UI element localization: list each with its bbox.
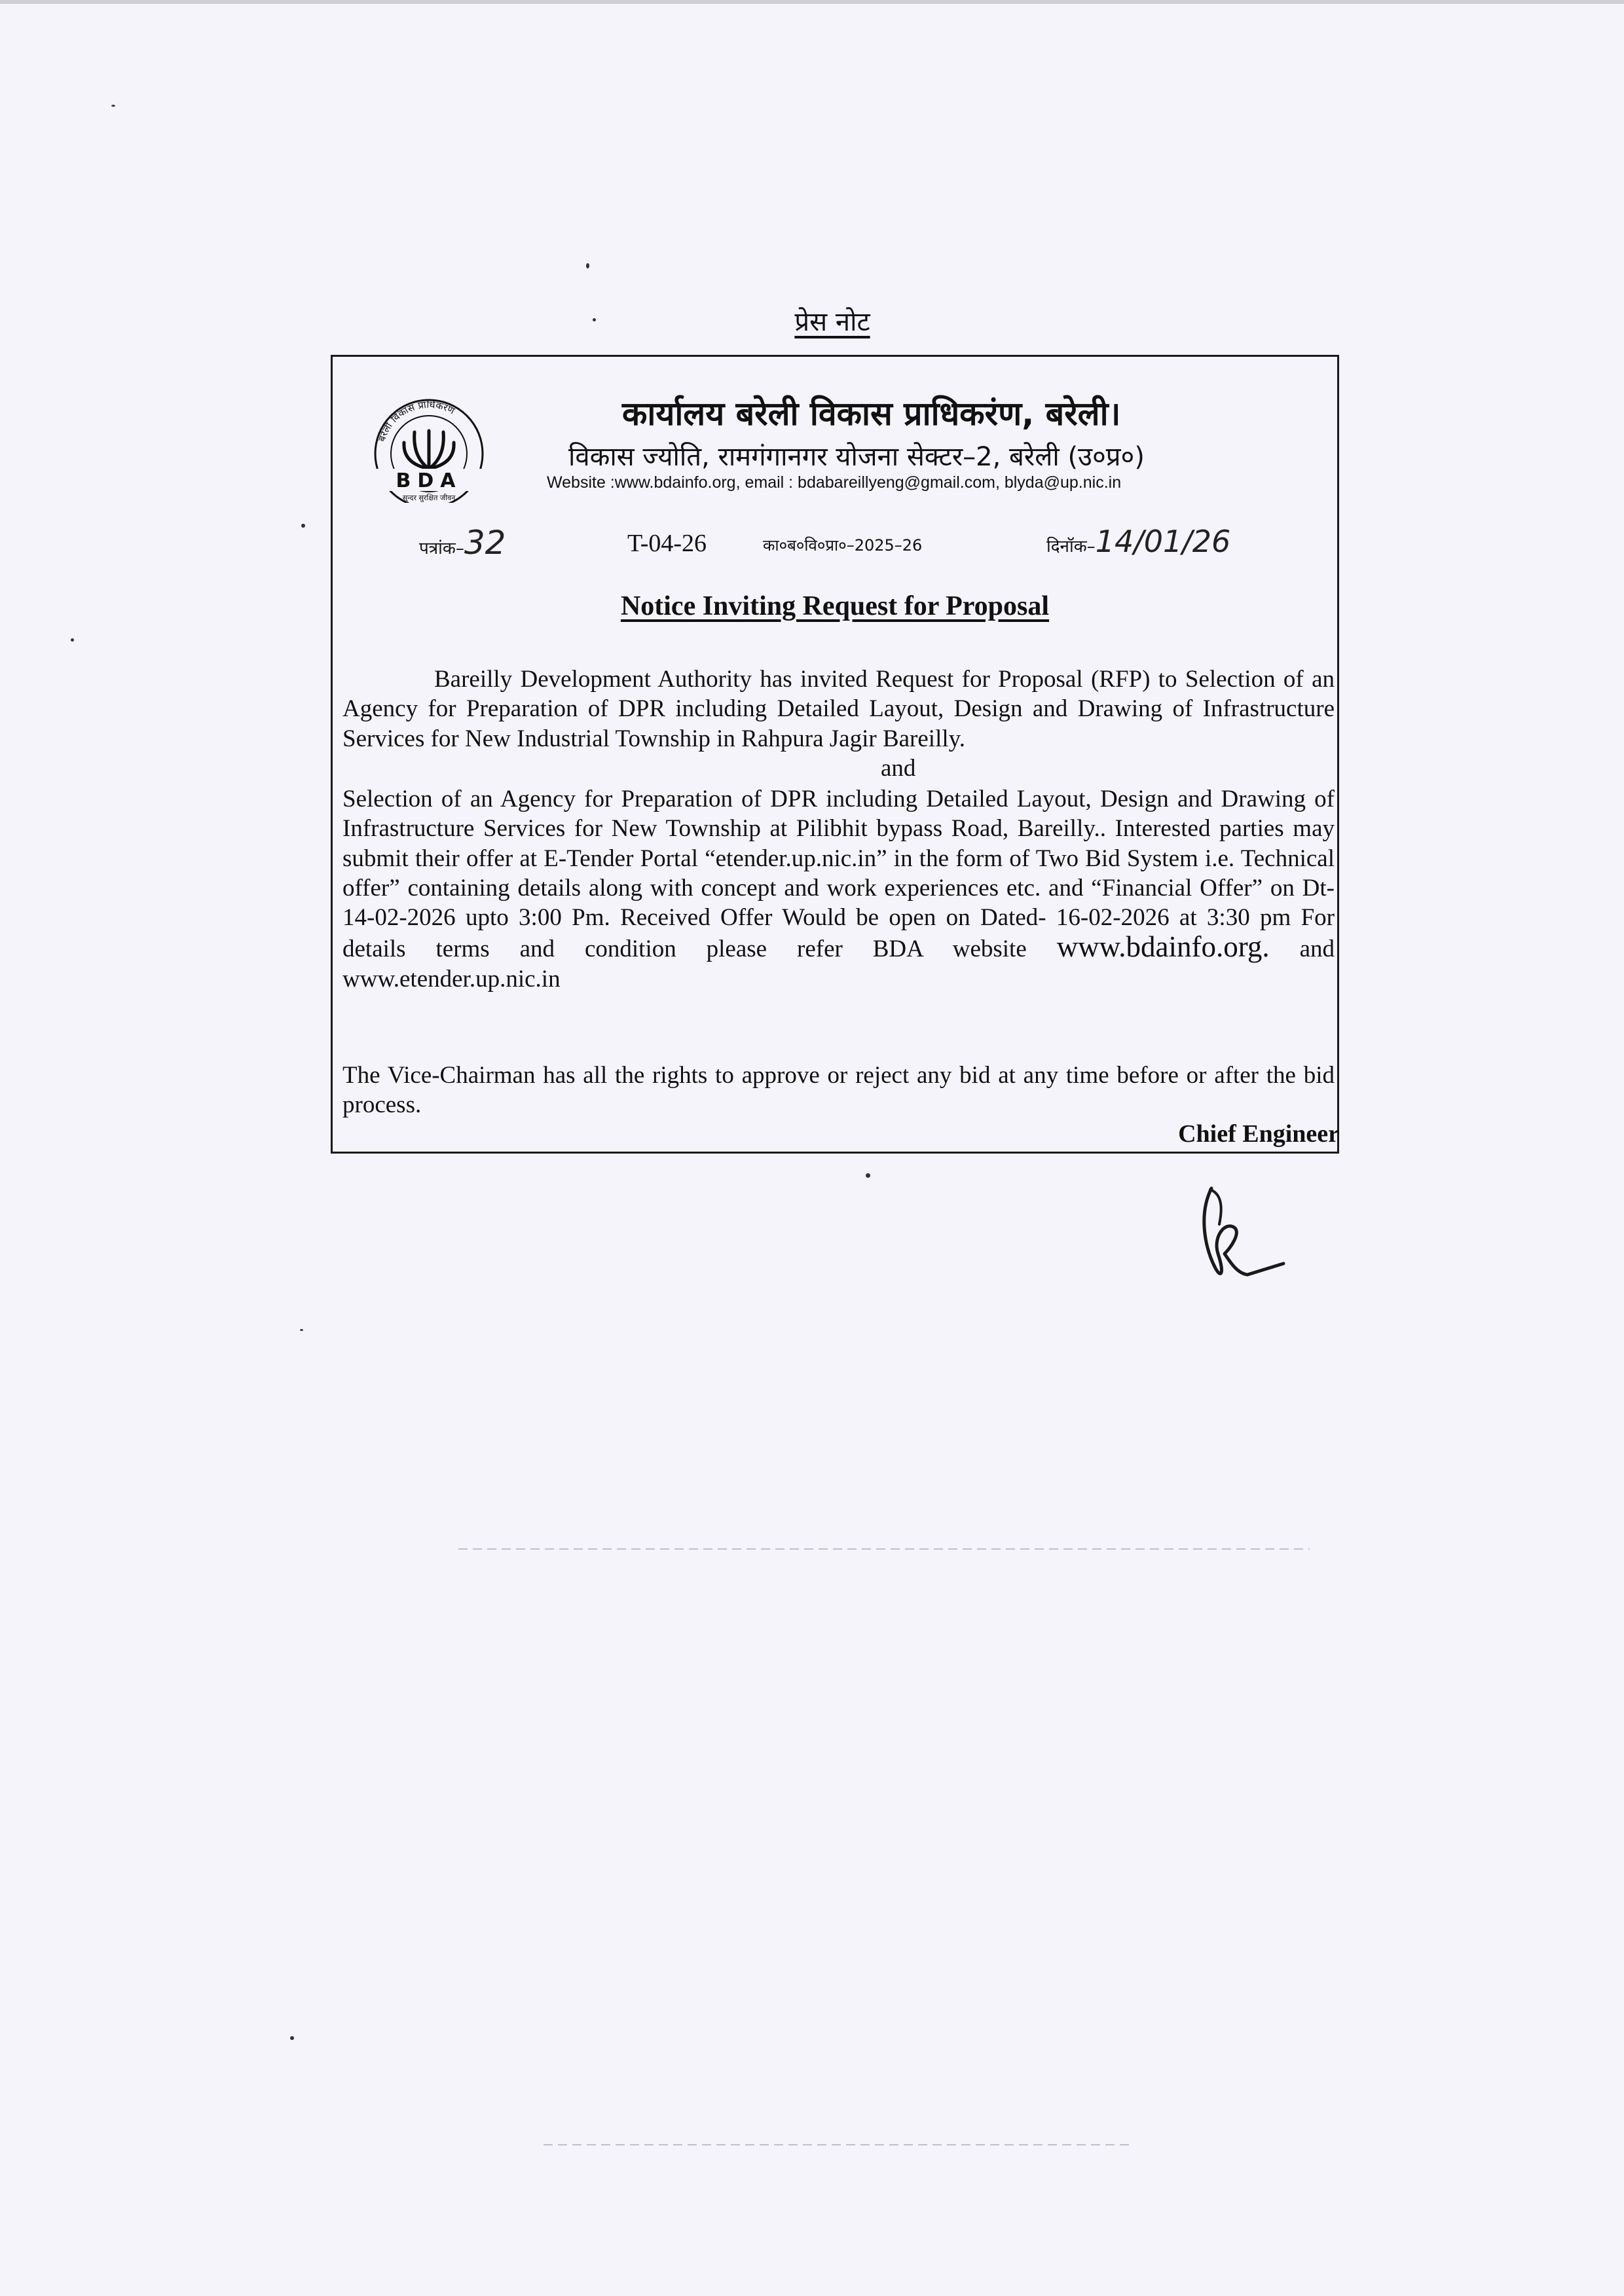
- notice-paragraph-3: The Vice-Chairman has all the rights to approve or reject any bid at any time before or after the bid process.: [342, 1062, 1335, 1119]
- office-title: कार्यालय बरेली विकास प्राधिकरंण, बरेली।: [622, 395, 1121, 433]
- scan-speck: [301, 524, 305, 528]
- date-label: दिनॉक–: [1046, 537, 1096, 556]
- scan-speck: [586, 263, 589, 268]
- office-contact: Website :www.bdainfo.org, email : bdabareillyeng@gmail.com, blyda@up.nic.in: [547, 473, 1122, 492]
- scan-speck: [866, 1173, 870, 1178]
- leaf-emblem-icon: [404, 431, 454, 469]
- scan-speck: [71, 638, 74, 642]
- bda-logo: [363, 392, 494, 503]
- scan-speck: [593, 318, 596, 321]
- signatory-title: Chief Engineer: [1178, 1120, 1339, 1148]
- scan-artifact-line: [458, 1548, 1310, 1550]
- date-value: 14/01/26: [1095, 524, 1231, 559]
- notice-heading: Notice Inviting Request for Proposal: [620, 591, 1050, 621]
- scan-speck: [300, 1329, 303, 1331]
- notice-paragraph-2-main: Selection of an Agency for Preparation of DPR including Detailed Layout, Design and Drawing of Infrastructure Services for New Township at Pilibhit bypass Road, Bareilly.. Interested parties may submit their offer at E-Tender Portal “etender.up.nic.in” in the form of Two Bid System i.e. Technical offer” containing details along with concept and work experiences etc. and “Financial Offer” on Dt- 14-02-2026 upto 3:00 Pm. Received Offer Would be open on Dated- 16-02-2026 at 3:30 pm For details terms and condition please refer BDA website: [342, 786, 1335, 963]
- signature-mark: [1185, 1175, 1300, 1290]
- logo-motto: सुन्दर सुरक्षित जीवन: [402, 494, 456, 502]
- notice-connector: and: [881, 755, 916, 782]
- scan-speck: [290, 2036, 294, 2040]
- scan-speck: [111, 105, 115, 107]
- letter-number-label: पत्रांक–: [419, 539, 464, 558]
- bda-website: www.bdainfo.org.: [1056, 930, 1270, 964]
- tender-number: T-04-26: [627, 530, 707, 557]
- logo-text: BDA: [396, 469, 462, 492]
- letter-number-field: [419, 524, 506, 563]
- notice-paragraph-2-end: and www.etender.up.nic.in: [342, 936, 1335, 993]
- page-top-border: [0, 0, 1624, 4]
- letter-number-value: 32: [464, 524, 506, 562]
- office-address: विकास ज्योति, रामगंगानगर योजना सेक्टर–2, बरेली (उ०प्र०): [568, 442, 1145, 472]
- file-number: का०ब०वि०प्रा०–2025–26: [763, 536, 923, 555]
- date-field: [1046, 524, 1230, 563]
- logo-ring-text: बरेली विकास प्राधिकरण: [375, 398, 457, 443]
- notice-paragraph-2: [342, 784, 1335, 994]
- scan-artifact-line: [544, 2144, 1133, 2145]
- notice-paragraph-1: Bareilly Development Authority has invited Request for Proposal (RFP) to Selection of an Agency for Preparation of DPR including Detailed Layout, Design and Drawing of Infrastructure Services for New Industrial Township in Rahpura Jagir Bareilly.: [342, 666, 1335, 752]
- press-note-title: प्रेस नोट: [794, 307, 870, 337]
